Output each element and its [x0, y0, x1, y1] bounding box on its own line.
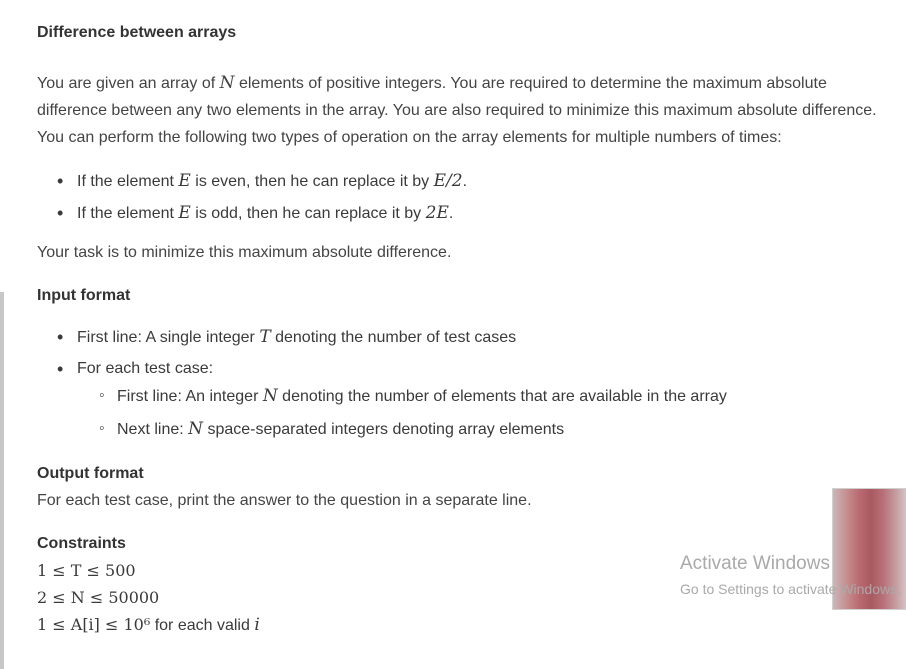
watermark-subtitle: Go to Settings to activate Windows. — [680, 581, 901, 597]
problem-title: Difference between arrays — [37, 24, 237, 41]
scrollbar-edge — [0, 292, 4, 669]
math-expr: E/2 — [433, 171, 463, 191]
constraint-n: 2 ≤ N ≤ 50000 — [37, 588, 160, 607]
math-var: T — [259, 327, 271, 347]
problem-statement — [37, 20, 897, 639]
constraint-a: 1 ≤ A[i] ≤ 10⁶ for each valid i — [37, 615, 260, 635]
constraint-t: 1 ≤ T ≤ 500 — [37, 561, 136, 580]
math-var: N — [219, 73, 235, 93]
list-item: • If the element E is odd, then he can replace it by 2E. — [37, 197, 897, 229]
input-format-list — [37, 321, 897, 385]
activate-windows-watermark — [680, 553, 901, 597]
output-format-text: For each test case, print the answer to the question in a separate line. — [37, 492, 532, 509]
task-paragraph: Your task is to minimize this maximum absolute difference. — [37, 244, 452, 261]
list-item: ◦ Next line: N space-separated integers denoting array elements — [37, 413, 897, 445]
constraints-heading: Constraints — [37, 535, 126, 552]
intro-paragraph: You are given an array of N elements of positive integers. You are required to determine the maximum absolute difference between any two elements in the array. You are also required to minimize this maximum absolute difference. You can perform the following two types of operation on the array elements for multiple numbers of times: — [37, 73, 877, 146]
list-item: • First line: A single integer T denoting the number of test cases — [37, 321, 897, 353]
math-var: E — [178, 171, 191, 191]
watermark-title: Activate Windows — [680, 553, 830, 574]
math-var: N — [262, 386, 278, 406]
math-var: i — [254, 615, 260, 635]
output-format-heading: Output format — [37, 465, 144, 482]
list-item: ◦ First line: An integer N denoting the number of elements that are available in the array — [37, 385, 897, 413]
input-format-heading: Input format — [37, 287, 131, 304]
list-item: • For each test case: — [37, 353, 897, 385]
math-var: N — [188, 419, 204, 439]
list-item: • If the element E is even, then he can replace it by E/2. — [37, 165, 897, 197]
operations-list — [37, 165, 897, 229]
math-var: E — [178, 203, 191, 223]
math-expr: 2E — [425, 203, 449, 223]
input-format-sublist — [37, 385, 897, 445]
